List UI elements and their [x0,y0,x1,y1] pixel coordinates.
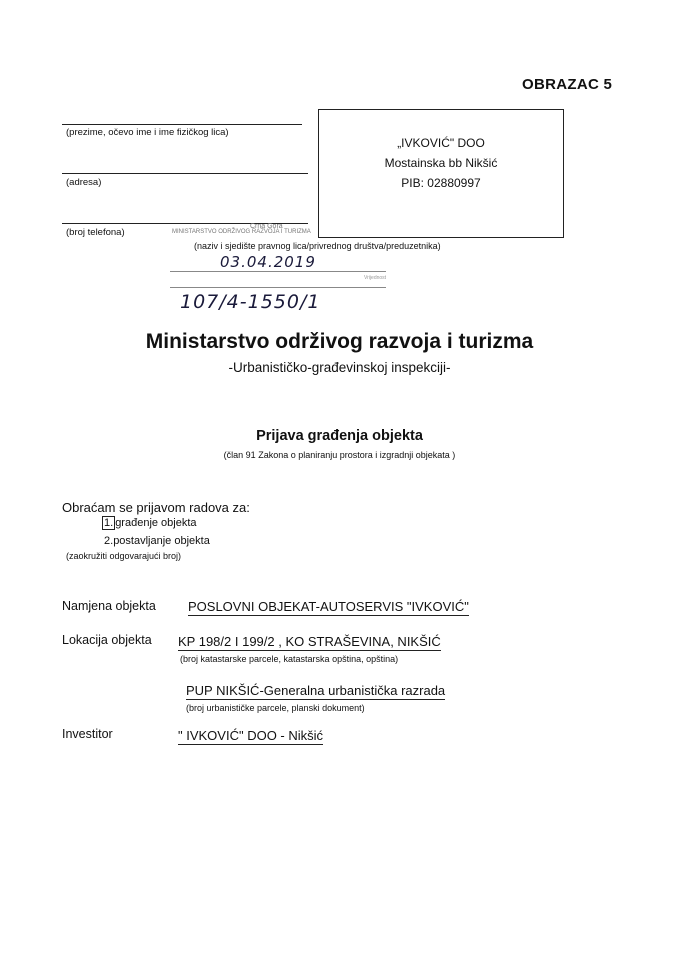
company-box [318,109,564,238]
option-2-label: postavljanje objekta [113,535,210,547]
phone-label: (broj telefona) [66,227,125,238]
option-1-number: 1. [104,517,114,529]
company-pib: PIB: 02880997 [401,176,481,190]
option-2-number: 2. [104,535,114,547]
company-name: „IVKOVIĆ" DOO [397,136,485,150]
company-caption: (naziv i sjedište pravnog lica/privrednog društva/preduzetnika) [194,241,441,251]
address-line [62,173,308,174]
intro-text: Obraćam se prijavom radova za: [62,500,250,515]
investor-value: " IVKOVIĆ" DOO - Nikšić [178,728,324,743]
option-1 [102,517,197,529]
ministry-name: Ministarstvo održivog razvoja i turizma [145,330,534,353]
option-2 [104,535,210,547]
form-number: OBRAZAC 5 [522,76,613,93]
location-label: Lokacija objekta [62,633,152,647]
plan-note: (broj urbanističke parcele, planski dokument) [186,703,365,713]
stamp-number: 107/4-1550/1 [180,291,321,313]
registry-stamp [168,223,388,327]
plan-value: PUP NIKŠIĆ-Generalna urbanistička razrada [186,683,446,698]
company-address: Mostainska bb Nikšić [384,156,498,170]
stamp-header: MINISTARSTVO ODRŽIVOG RAZVOJA I TURIZMA [172,229,311,235]
investor-label: Investitor [62,727,113,741]
name-label: (prezime, očevo ime i ime fizičkog lica) [66,127,229,138]
option-1-label: građenje objekta [115,517,197,529]
legal-reference: (član 91 Zakona o planiranju prostora i izgradnji objekata ) [223,450,456,460]
options-note: (zaokružiti odgovarajući broj) [66,551,182,561]
stamp-country: Crna Gora [250,223,283,230]
name-line [62,124,302,125]
purpose-value: POSLOVNI OBJEKAT-AUTOSERVIS "IVKOVIĆ" [188,599,469,614]
address-label: (adresa) [66,177,102,188]
location-value: KP 198/2 I 199/2 , KO STRAŠEVINA, NIKŠIĆ [178,634,441,649]
stamp-date: 03.04.2019 [220,253,316,271]
page-title: Prijava građenja objekta [256,428,423,444]
department: -Urbanističko-građevinskoj inspekciji- [228,360,451,375]
stamp-column: Vrijednost [364,275,387,281]
purpose-label: Namjena objekta [62,599,156,613]
location-note: (broj katastarske parcele, katastarska opština, opština) [180,654,399,664]
